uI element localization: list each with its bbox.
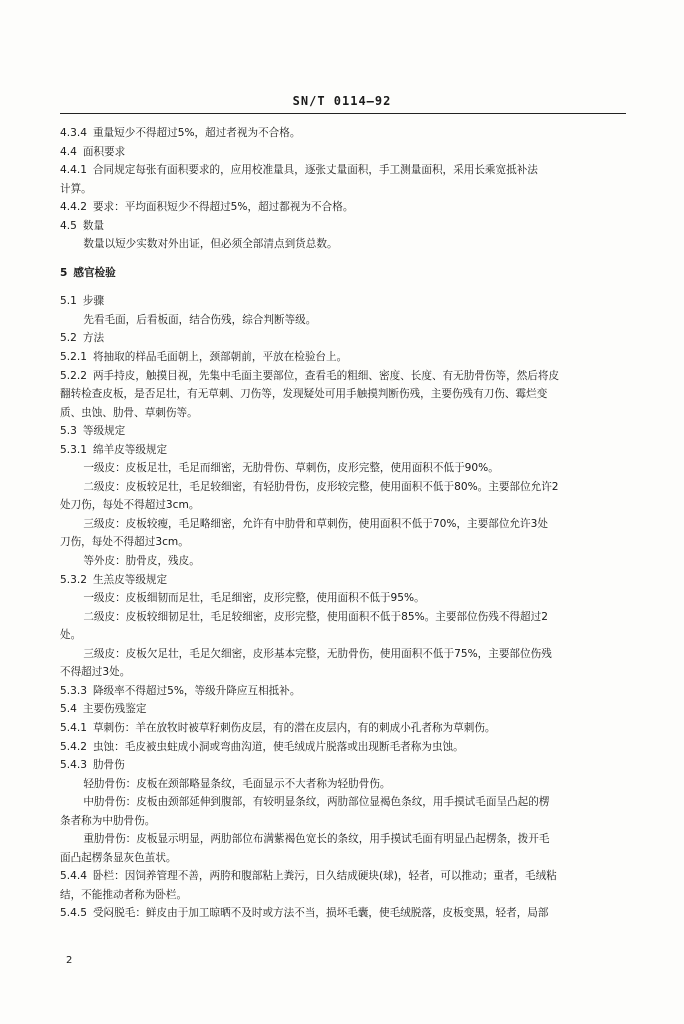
clause-number: 4.4.1 xyxy=(60,164,87,177)
text-line xyxy=(60,235,626,254)
clause-number: 4.5 xyxy=(60,219,77,232)
clause-text: 虫蚀：毛皮被虫蛀成小洞或弯曲沟道，使毛绒成片脱落或出现断毛者称为虫蚀。 xyxy=(92,740,464,753)
standard-code-header: SN/T 0114—92 xyxy=(292,94,392,108)
clause-text: 数量以短少实数对外出证，但必须全部清点到货总数。 xyxy=(83,238,338,251)
clause-text: 面积要求 xyxy=(82,145,126,158)
section-heading xyxy=(60,264,626,283)
clause-line xyxy=(60,904,626,923)
clause-text: 肋骨伤 xyxy=(92,759,125,772)
clause-line xyxy=(60,441,626,460)
clause-text: 卧栏：因饲养管理不善，两胯和腹部粘上粪污，日久结成硬块(球)，轻者，可以推动；重者，毛绒粘 xyxy=(92,870,557,883)
clause-line xyxy=(60,161,626,180)
clause-text: 生羔皮等级规定 xyxy=(92,573,168,586)
text-line xyxy=(60,533,626,552)
clause-text: 将抽取的样品毛面朝上，颈部朝前，平放在检验台上。 xyxy=(92,351,348,364)
text-line xyxy=(60,626,626,645)
text-line xyxy=(60,311,626,330)
clause-line xyxy=(60,329,626,348)
text-line xyxy=(60,552,626,571)
clause-text: 结，不能推动者称为卧栏。 xyxy=(60,888,188,901)
text-line xyxy=(60,496,626,515)
clause-text: 二级皮：皮板较细韧足壮，毛足较细密，皮形完整，使用面积不低于85%。主要部位伤残不得超过2 xyxy=(83,610,548,623)
text-line xyxy=(60,589,626,608)
clause-number: 5.4.4 xyxy=(60,870,87,883)
clause-text: 感官检验 xyxy=(73,266,116,279)
clause-line xyxy=(60,292,626,311)
clause-text: 一级皮：皮板细韧而足壮，毛足细密，皮形完整，使用面积不低于95%。 xyxy=(83,592,425,605)
clause-text: 绵羊皮等级规定 xyxy=(92,443,168,456)
clause-line xyxy=(60,719,626,738)
clause-text: 中肋骨伤：皮板由颈部延伸到腹部，有较明显条纹，两肋部位显褐色条纹，用手摸试毛面呈凸起的楞 xyxy=(83,796,550,809)
text-line xyxy=(60,608,626,627)
clause-text: 三级皮：皮板欠足壮，毛足欠细密，皮形基本完整，无肋骨伤，使用面积不低于75%，主要部位伤残 xyxy=(83,647,552,660)
clause-text: 要求：平均面积短少不得超过5%，超过都视为不合格。 xyxy=(92,201,354,214)
clause-number: 4.3.4 xyxy=(60,127,87,139)
clause-text: 主要伤残鉴定 xyxy=(82,703,147,716)
paragraph-spacer xyxy=(60,254,626,264)
clause-number: 5.3.2 xyxy=(60,573,87,586)
clause-text: 重肋骨伤：皮板显示明显，两肋部位布满紫褐色宽长的条纹，用手摸试毛面有明显凸起楞条，拨开毛 xyxy=(83,833,550,846)
clause-text: 重量短少不得超过5%，超过者视为不合格。 xyxy=(92,127,301,139)
clause-text: 方法 xyxy=(82,332,105,345)
text-line xyxy=(60,404,626,423)
clause-line xyxy=(60,367,626,386)
clause-number: 5.4.5 xyxy=(60,907,87,920)
clause-line xyxy=(60,422,626,441)
text-line xyxy=(60,478,626,497)
clause-text: 处刀伤，每处不得超过3cm。 xyxy=(60,499,200,512)
clause-text: 不得超过3处。 xyxy=(60,666,131,679)
clause-line xyxy=(60,756,626,775)
text-line xyxy=(60,459,626,478)
text-line xyxy=(60,793,626,812)
clause-text: 草刺伤：羊在放牧时被草籽刺伤皮层，有的潜在皮层内，有的刺成小孔者称为草刺伤。 xyxy=(92,721,496,734)
clause-line xyxy=(60,143,626,162)
clause-number: 5.3 xyxy=(60,425,77,438)
clause-line xyxy=(60,217,626,236)
clause-text: 数量 xyxy=(82,219,105,232)
clause-line xyxy=(60,348,626,367)
clause-line xyxy=(60,700,626,719)
text-line xyxy=(60,849,626,868)
text-line xyxy=(60,830,626,849)
clause-text: 等级规定 xyxy=(82,425,126,438)
clause-text: 受闷脱毛：鲜皮由于加工晾晒不及时或方法不当，损坏毛囊，使毛绒脱落，皮板变黑，轻者，局部 xyxy=(92,907,549,920)
clause-text: 计算。 xyxy=(60,182,92,195)
clause-text: 等外皮：肋骨皮，残皮。 xyxy=(83,555,200,568)
clause-line xyxy=(60,682,626,701)
clause-line xyxy=(60,867,626,886)
document-body xyxy=(60,124,626,923)
clause-text: 轻肋骨伤：皮板在颈部略显条纹，毛面显示不大者称为轻肋骨伤。 xyxy=(83,777,391,790)
clause-text: 翻转检查皮板，是否足壮，有无草刺、刀伤等，发现疑处可用手触摸判断伤残，主要伤残有刀伤、霉烂变 xyxy=(60,388,548,401)
paragraph-spacer xyxy=(60,282,626,292)
header-divider xyxy=(60,113,626,114)
clause-number: 5.4.1 xyxy=(60,721,87,734)
text-line xyxy=(60,775,626,794)
clause-text: 先看毛面，后看板面，结合伤残，综合判断等级。 xyxy=(83,313,317,326)
clause-text: 刀伤，每处不得超过3cm。 xyxy=(60,536,189,549)
clause-number: 5.4 xyxy=(60,703,77,716)
clause-line xyxy=(60,571,626,590)
clause-number: 5.2.1 xyxy=(60,351,87,364)
clause-text: 条者称为中肋骨伤。 xyxy=(60,814,156,827)
clause-number: 5.4.2 xyxy=(60,740,87,753)
clause-text: 质、虫蚀、肋骨、草刺伤等。 xyxy=(60,406,198,419)
clause-text: 二级皮：皮板较足壮，毛足较细密，有轻肋骨伤，皮形较完整，使用面积不低于80%。主要部位允许2 xyxy=(83,480,559,493)
text-line xyxy=(60,886,626,905)
text-line xyxy=(60,812,626,831)
clause-text: 合同规定每张有面积要求的，应用校准量具，逐张丈量面积，手工测量面积，采用长乘宽抵补法 xyxy=(92,164,538,177)
clause-number: 5.2 xyxy=(60,332,77,345)
clause-number: 4.4 xyxy=(60,145,77,158)
clause-number: 4.4.2 xyxy=(60,201,87,214)
clause-line xyxy=(60,198,626,217)
clause-number: 5.4.3 xyxy=(60,759,87,772)
text-line xyxy=(60,180,626,199)
clause-number: 5.3.3 xyxy=(60,684,87,697)
clause-number: 5.3.1 xyxy=(60,443,87,456)
clause-text: 三级皮：皮板较瘦，毛足略细密，允许有中肋骨和草刺伤，使用面积不低于70%，主要部位允许3处 xyxy=(83,517,548,530)
clause-text: 面凸起楞条显灰色茧状。 xyxy=(60,851,177,864)
clause-text: 一级皮：皮板足壮，毛足而细密，无肋骨伤、草刺伤，皮形完整，使用面积不低于90%。 xyxy=(83,462,499,475)
clause-number: 5.1 xyxy=(60,295,77,308)
page-number: 2 xyxy=(66,955,73,966)
text-line xyxy=(60,515,626,534)
clause-line xyxy=(60,124,626,143)
clause-line xyxy=(60,738,626,757)
clause-text: 步骤 xyxy=(82,295,105,308)
clause-text: 处。 xyxy=(60,629,82,642)
clause-text: 降级率不得超过5%，等级升降应互相抵补。 xyxy=(92,684,301,697)
text-line xyxy=(60,645,626,664)
clause-number: 5.2.2 xyxy=(60,369,87,382)
clause-number: 5 xyxy=(60,266,68,279)
clause-text: 两手持皮，触摸目视，先集中毛面主要部位，查看毛的粗细、密度、长度、有无肋骨伤等，然后将皮 xyxy=(92,369,560,382)
text-line xyxy=(60,385,626,404)
text-line xyxy=(60,663,626,682)
